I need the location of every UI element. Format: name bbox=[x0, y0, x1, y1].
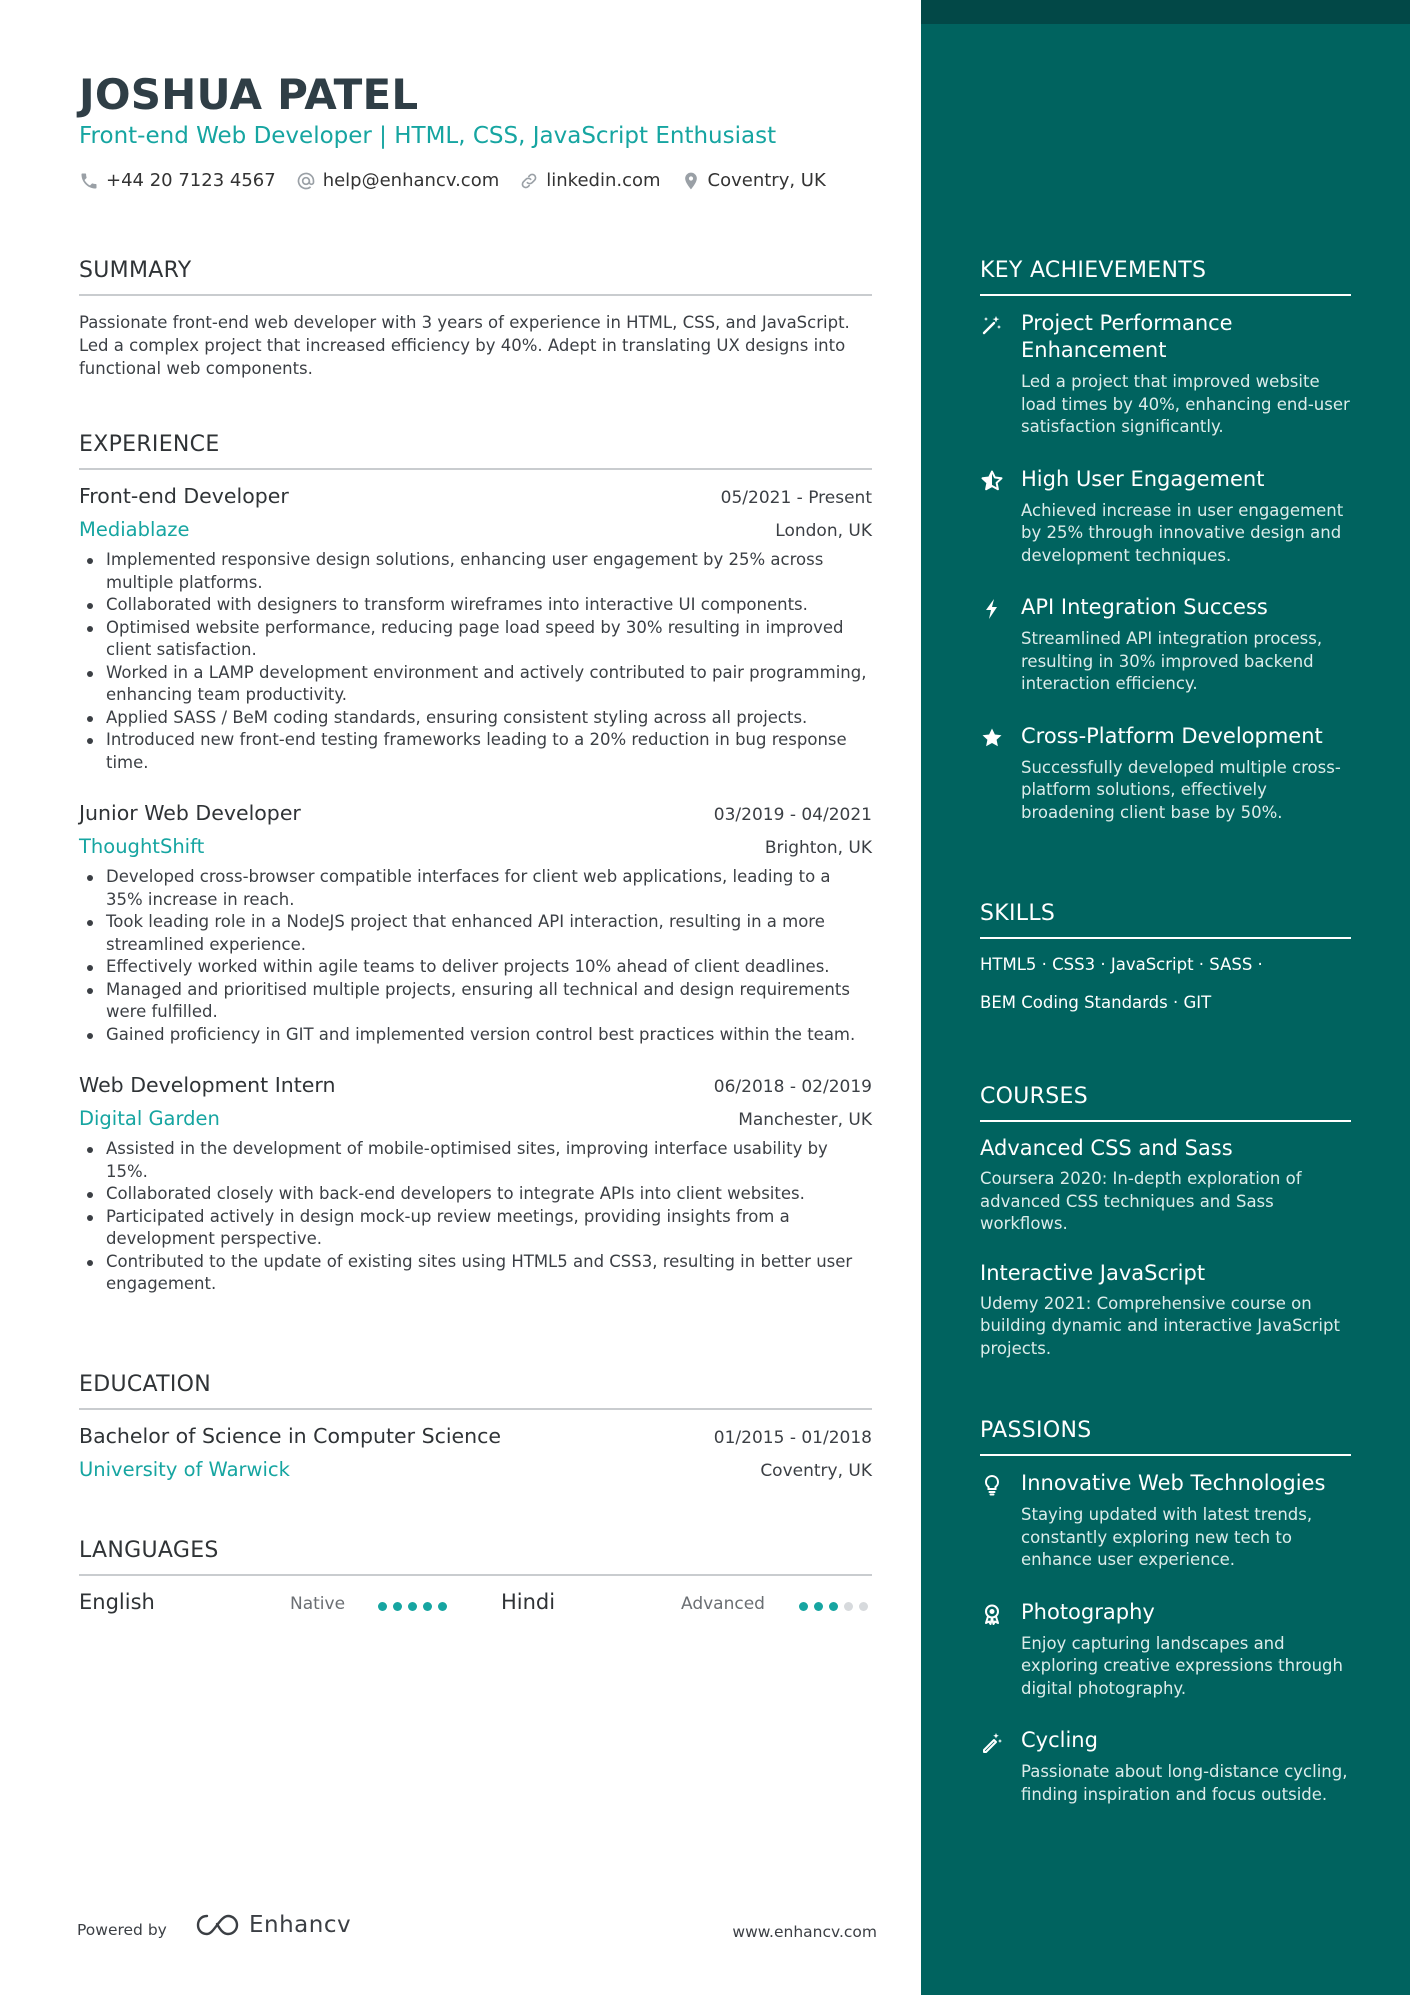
candidate-title: Front-end Web Developer | HTML, CSS, JavaScript Enthusiast bbox=[79, 123, 777, 149]
rating-dot-filled bbox=[393, 1602, 402, 1611]
experience-section bbox=[79, 432, 872, 1296]
education-entry bbox=[79, 1424, 872, 1481]
skills-list: BEM Coding Standards · GIT bbox=[980, 993, 1212, 1012]
achievement-item bbox=[980, 723, 1351, 825]
award-icon bbox=[980, 1602, 1004, 1626]
courses-section bbox=[980, 1084, 1351, 1360]
rating-dot-filled bbox=[799, 1602, 808, 1611]
contact-location bbox=[681, 170, 826, 191]
job-entry bbox=[79, 484, 872, 774]
job-company: Digital Garden bbox=[79, 1107, 220, 1130]
language-level: Advanced bbox=[681, 1594, 765, 1614]
job-location: London, UK bbox=[775, 521, 872, 541]
achievement-item bbox=[980, 594, 1351, 696]
summary-text: Passionate front-end web developer with 3 years of experience in HTML, CSS, and JavaScript. Led a complex project that increased efficiency by 40%. Adept in translating UX designs into functional web components. bbox=[79, 313, 850, 378]
bullet-item: Worked in a LAMP development environment and actively contributed to pair programming, enhancing team productivity. bbox=[106, 662, 872, 707]
section-divider bbox=[980, 937, 1351, 939]
course-item bbox=[980, 1261, 1351, 1361]
passion-item bbox=[980, 1727, 1351, 1806]
education-section bbox=[79, 1372, 872, 1481]
half-star-icon bbox=[980, 469, 1004, 493]
education-dates: 01/2015 - 01/2018 bbox=[713, 1428, 872, 1448]
language-rating bbox=[378, 1602, 453, 1611]
summary-section bbox=[79, 258, 872, 380]
section-title-languages: LANGUAGES bbox=[79, 1538, 219, 1563]
bullet-item: Optimised website performance, reducing page load speed by 30% resulting in improved client satisfaction. bbox=[106, 617, 872, 662]
link-icon bbox=[519, 171, 539, 191]
bullet-item: Assisted in the development of mobile-optimised sites, improving interface usability by 15%. bbox=[106, 1138, 872, 1183]
rating-dot-filled bbox=[814, 1602, 823, 1611]
contact-linkedin-text: linkedin.com bbox=[546, 170, 661, 191]
bullet-item: Contributed to the update of existing sites using HTML5 and CSS3, resulting in better user engagement. bbox=[106, 1251, 872, 1296]
course-title: Interactive JavaScript bbox=[980, 1260, 1206, 1285]
contact-email-text: help@enhancv.com bbox=[322, 170, 500, 191]
section-title-skills: SKILLS bbox=[980, 901, 1056, 926]
passion-desc: Enjoy capturing landscapes and exploring creative expressions through digital photography. bbox=[1021, 1633, 1343, 1698]
achievement-title: API Integration Success bbox=[1021, 595, 1268, 619]
section-title-education: EDUCATION bbox=[79, 1372, 212, 1397]
achievement-desc: Streamlined API integration process, resulting in 30% improved backend interaction efficiency. bbox=[1021, 629, 1323, 693]
lightning-icon bbox=[980, 597, 1004, 621]
section-divider bbox=[79, 468, 872, 470]
job-dates: 06/2018 - 02/2019 bbox=[713, 1077, 872, 1097]
job-role: Web Development Intern bbox=[79, 1073, 336, 1097]
contact-location-text: Coventry, UK bbox=[707, 170, 826, 191]
rating-dot-filled bbox=[423, 1602, 432, 1611]
passion-item bbox=[980, 1599, 1351, 1701]
rating-dot-filled bbox=[438, 1602, 447, 1611]
job-location: Manchester, UK bbox=[738, 1110, 872, 1130]
job-company: ThoughtShift bbox=[79, 835, 205, 858]
candidate-name: JOSHUA PATEL bbox=[79, 70, 419, 119]
passions-section bbox=[980, 1418, 1351, 1806]
job-bullets bbox=[79, 549, 872, 774]
job-location: Brighton, UK bbox=[764, 838, 872, 858]
sidebar bbox=[921, 0, 1410, 1995]
bullet-item: Took leading role in a NodeJS project that enhanced API interaction, resulting in a more streamlined experience. bbox=[106, 911, 872, 956]
bullet-item: Collaborated closely with back-end developers to integrate APIs into client websites. bbox=[106, 1183, 872, 1206]
languages-list bbox=[79, 1590, 872, 1630]
section-title-passions: PASSIONS bbox=[980, 1418, 1092, 1443]
contact-linkedin[interactable] bbox=[519, 170, 660, 191]
job-role: Front-end Developer bbox=[79, 484, 289, 508]
rating-dot-empty bbox=[859, 1602, 868, 1611]
job-entry bbox=[79, 801, 872, 1046]
enhancv-logo[interactable] bbox=[195, 1912, 351, 1938]
job-role: Junior Web Developer bbox=[79, 801, 301, 825]
rating-dot-filled bbox=[829, 1602, 838, 1611]
bullet-item: Developed cross-browser compatible interfaces for client web applications, leading to a 35% increase in reach. bbox=[106, 866, 872, 911]
skills-section bbox=[980, 901, 1351, 1012]
bullet-item: Effectively worked within agile teams to deliver projects 10% ahead of client deadlines. bbox=[106, 956, 872, 979]
magic-wand-icon bbox=[980, 313, 1004, 337]
job-company: Mediablaze bbox=[79, 518, 190, 541]
course-item bbox=[980, 1136, 1351, 1236]
achievement-item bbox=[980, 310, 1351, 439]
footer-website[interactable]: www.enhancv.com bbox=[732, 1923, 877, 1941]
powered-by-label: Powered by bbox=[77, 1921, 167, 1939]
contact-phone[interactable] bbox=[79, 170, 276, 191]
section-divider bbox=[980, 1120, 1351, 1122]
location-icon bbox=[681, 171, 701, 191]
education-degree: Bachelor of Science in Computer Science bbox=[79, 1424, 502, 1448]
languages-section bbox=[79, 1538, 872, 1630]
rating-dot-filled bbox=[408, 1602, 417, 1611]
achievement-desc: Successfully developed multiple cross-platform solutions, effectively broadening client base by 50%. bbox=[1021, 757, 1341, 822]
bullet-item: Managed and prioritised multiple projects, ensuring all technical and design requirements were fulfilled. bbox=[106, 979, 872, 1024]
language-level: Native bbox=[290, 1594, 346, 1614]
section-divider bbox=[79, 294, 872, 296]
job-dates: 05/2021 - Present bbox=[720, 488, 872, 508]
section-title-experience: EXPERIENCE bbox=[79, 432, 220, 457]
language-rating bbox=[799, 1602, 874, 1611]
bullet-item: Applied SASS / BeM coding standards, ensuring consistent styling across all projects. bbox=[106, 707, 872, 730]
sidebar-top-band bbox=[921, 0, 1410, 24]
bullet-item: Implemented responsive design solutions, enhancing user engagement by 25% across multiple platforms. bbox=[106, 549, 872, 594]
achievement-item bbox=[980, 466, 1351, 568]
passion-item bbox=[980, 1470, 1351, 1572]
rating-dot-empty bbox=[844, 1602, 853, 1611]
education-location: Coventry, UK bbox=[760, 1461, 872, 1481]
at-icon bbox=[296, 171, 316, 191]
infinity-logo-icon bbox=[195, 1912, 241, 1938]
passion-title: Photography bbox=[1021, 1599, 1155, 1624]
achievement-title: Cross-Platform Development bbox=[1021, 723, 1323, 748]
achievement-title: Project Performance Enhancement bbox=[1021, 311, 1233, 362]
job-bullets bbox=[79, 866, 872, 1046]
course-desc: Coursera 2020: In-depth exploration of advanced CSS techniques and Sass workflows. bbox=[980, 1169, 1302, 1233]
phone-icon bbox=[79, 171, 99, 191]
section-divider bbox=[980, 1454, 1351, 1456]
course-title: Advanced CSS and Sass bbox=[980, 1136, 1233, 1160]
bullet-item: Introduced new front-end testing frameworks leading to a 20% reduction in bug response time. bbox=[106, 729, 872, 774]
language-name: English bbox=[79, 1590, 155, 1614]
contact-email[interactable] bbox=[296, 170, 500, 191]
passion-desc: Passionate about long-distance cycling, finding inspiration and focus outside. bbox=[1021, 1762, 1348, 1804]
passion-desc: Staying updated with latest trends, constantly exploring new tech to enhance user experience. bbox=[1021, 1505, 1313, 1569]
section-title-courses: COURSES bbox=[980, 1084, 1088, 1109]
section-divider bbox=[980, 294, 1351, 296]
bullet-item: Participated actively in design mock-up review meetings, providing insights from a development perspective. bbox=[106, 1206, 872, 1251]
job-bullets bbox=[79, 1138, 872, 1296]
job-dates: 03/2019 - 04/2021 bbox=[713, 805, 872, 825]
rating-dot-filled bbox=[378, 1602, 387, 1611]
bullet-item: Gained proficiency in GIT and implemented version control best practices within the team. bbox=[106, 1024, 872, 1047]
pencil-wand-icon bbox=[980, 1730, 1004, 1754]
bullet-item: Collaborated with designers to transform wireframes into interactive UI components. bbox=[106, 594, 872, 617]
section-title-summary: SUMMARY bbox=[79, 258, 192, 283]
achievement-desc: Led a project that improved website load times by 40%, enhancing end-user satisfaction significantly. bbox=[1021, 372, 1350, 436]
section-divider bbox=[79, 1574, 872, 1576]
brand-name: Enhancv bbox=[249, 1912, 352, 1938]
lightbulb-icon bbox=[980, 1473, 1004, 1497]
passion-title: Innovative Web Technologies bbox=[1021, 1471, 1326, 1495]
language-name: Hindi bbox=[501, 1590, 556, 1614]
achievement-title: High User Engagement bbox=[1021, 466, 1265, 491]
achievement-desc: Achieved increase in user engagement by 25% through innovative design and development techniques. bbox=[1021, 500, 1344, 565]
contact-bar bbox=[79, 170, 846, 191]
course-desc: Udemy 2021: Comprehensive course on building dynamic and interactive JavaScript projects. bbox=[980, 1293, 1340, 1358]
contact-phone-text: +44 20 7123 4567 bbox=[106, 170, 276, 191]
skills-list: HTML5 · CSS3 · JavaScript · SASS · bbox=[980, 955, 1263, 974]
star-icon bbox=[980, 726, 1004, 750]
job-entry bbox=[79, 1073, 872, 1296]
passion-title: Cycling bbox=[1021, 1728, 1098, 1752]
section-divider bbox=[79, 1408, 872, 1410]
education-school: University of Warwick bbox=[79, 1458, 290, 1481]
footer bbox=[77, 1910, 877, 1950]
section-title-achievements: KEY ACHIEVEMENTS bbox=[980, 258, 1207, 283]
achievements-section bbox=[980, 258, 1351, 824]
